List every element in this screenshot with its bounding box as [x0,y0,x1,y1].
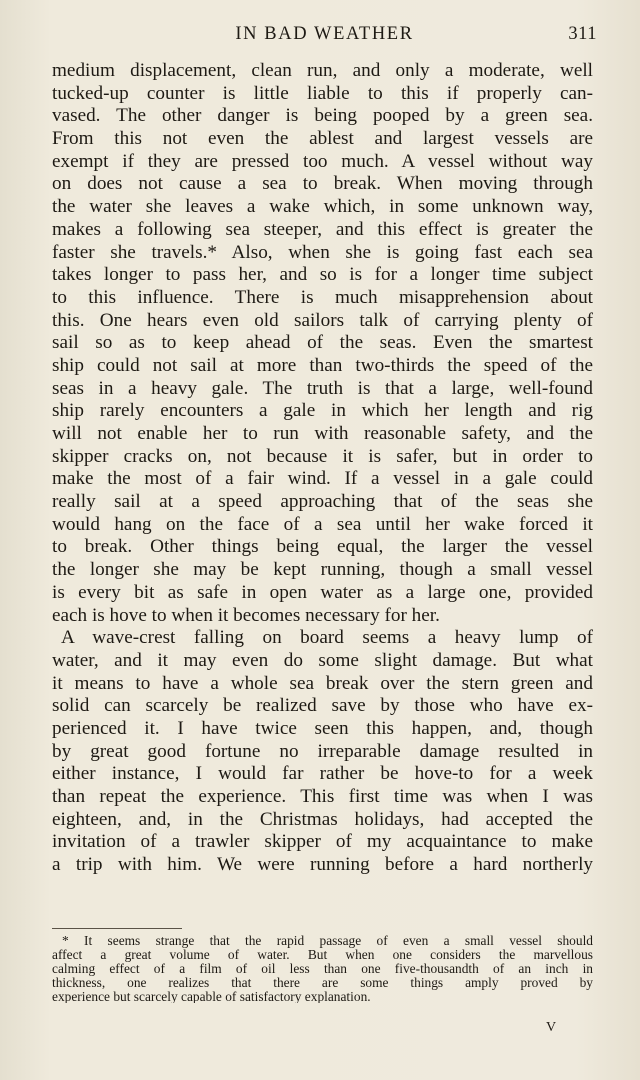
text-line: would hang on the face of a sea until her wake forced it [52,513,593,535]
text-line: perienced it. I have twice seen this happen, and, though [52,717,593,739]
text-line: each is hove to when it becomes necessary for her. [52,604,440,626]
text-line: to break. Other things being equal, the larger the vessel [52,536,593,558]
text-line: make the most of a fair wind. If a vessel in a gale could [52,468,593,490]
signature-mark: V [546,1020,557,1035]
text-line: eighteen, and, in the Christmas holidays, had accepted the [52,808,593,830]
text-line: seas in a heavy gale. The truth is that a large, well-found [52,377,593,399]
text-line: water, and it may even do some slight damage. But what [52,649,593,671]
text-line: ship rarely encounters a gale in which her length and rig [52,400,593,422]
text-line: medium displacement, clean run, and only a moderate, well [52,60,593,81]
footnote-line: thickness, one realizes that there are some things amply proved by [52,975,593,990]
text-line: will not enable her to run with reasonable safety, and the [52,423,593,444]
footnote-rule [52,928,182,929]
text-line: faster she travels.* Also, when she is going fast each sea [52,241,593,263]
footnote-line: * It seems strange that the rapid passage of even a small vessel should [62,934,593,948]
text-line: sail so as to keep ahead of the seas. Even the smartest [52,332,593,354]
footnote [52,934,593,1003]
text-line: the water she leaves a wake which, in some unknown way, [52,196,593,218]
text-line: makes a following sea steeper, and this effect is greater the [52,218,593,240]
text-line: by great good fortune no irreparable damage resulted in [52,740,593,762]
footnote-line: experience but scarcely capable of satisfactory explanation. [52,989,371,1004]
text-line: on does not cause a sea to break. When moving through [52,173,593,195]
text-line: vased. The other danger is being pooped by a green sea. [52,105,593,127]
running-title: IN BAD WEATHER [235,24,414,44]
text-line: takes longer to pass her, and so is for a longer time subject [52,264,593,286]
text-line: really sail at a speed approaching that of the seas she [52,491,593,513]
text-line: A wave-crest falling on board seems a heavy lump of [61,627,593,649]
text-line: skipper cracks on, not because it is safer, but in order to [52,445,593,467]
text-line: is every bit as safe in open water as a large one, provided [52,581,593,603]
text-line: than repeat the experience. This first time was when I was [52,786,593,807]
text-line: it means to have a whole sea break over the stern green and [52,672,593,694]
text-line: this. One hears even old sailors talk of carrying plenty of [52,309,593,331]
text-line: From this not even the ablest and largest vessels are [52,128,593,150]
text-line: solid can scarcely be realized save by those who have ex- [52,695,593,717]
text-line: either instance, I would far rather be hove-to for a week [52,763,593,785]
footnote-line: calming effect of a film of oil less than one five-thousandth of an inch in [52,961,593,976]
text-line: exempt if they are pressed too much. A vessel without way [52,150,593,172]
running-head [52,24,597,48]
text-line: ship could not sail at more than two-thirds the speed of the [52,354,593,376]
text-line: to this influence. There is much misapprehension about [52,286,593,308]
text-line: invitation of a trawler skipper of my acquaintance to make [52,831,593,853]
body-text [52,60,593,877]
page-number: 311 [568,24,597,44]
text-line: the longer she may be kept running, though a small vessel [52,559,593,581]
text-line: a trip with him. We were running before a hard northerly [52,854,593,876]
text-line: tucked-up counter is little liable to this if properly can- [52,82,593,104]
footnote-line: affect a great volume of water. But when one considers the marvellous [52,947,593,962]
